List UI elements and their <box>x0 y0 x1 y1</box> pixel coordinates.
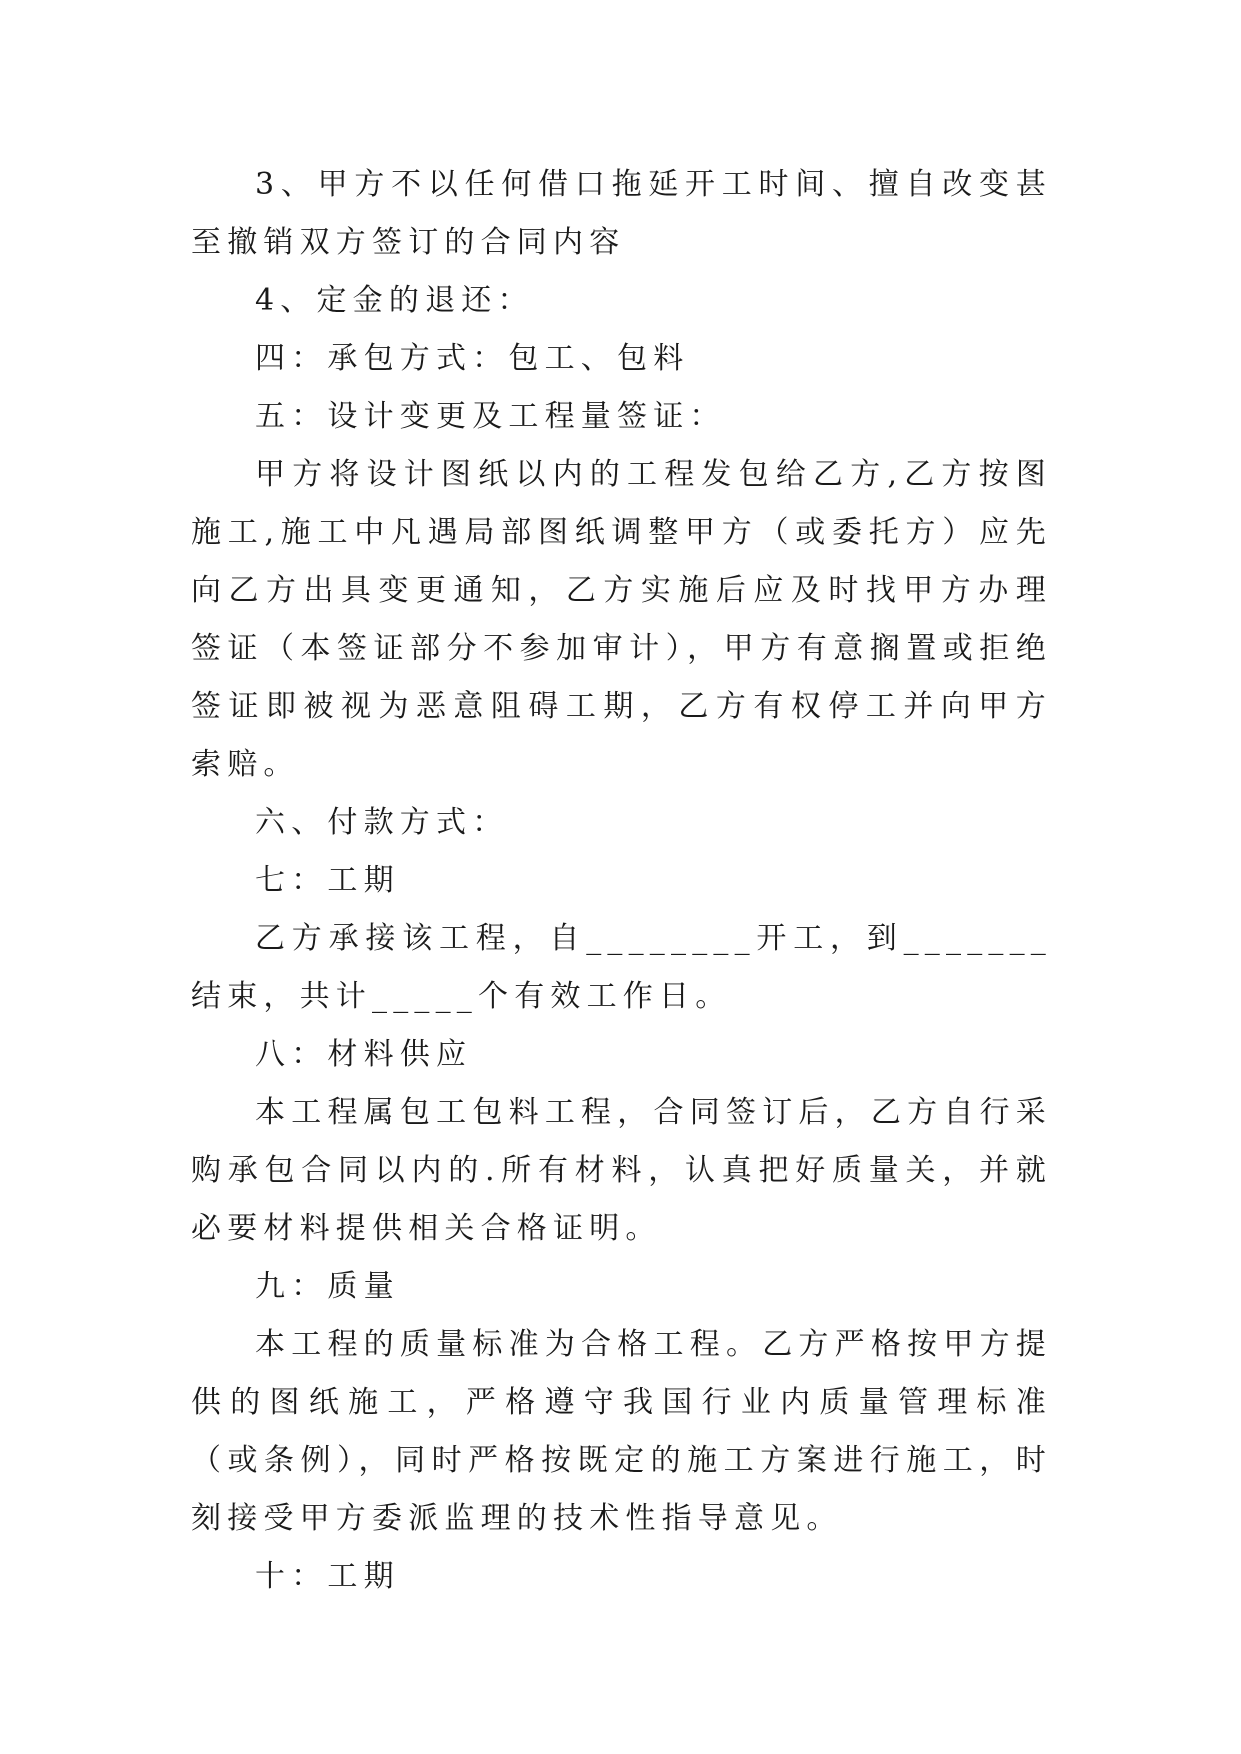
section-8-materials-body: 本工程属包工包料工程，合同签订后，乙方自行采购承包合同以内的.所有材料，认真把好质量关，并就必要材料提供相关合格证明。 <box>191 1095 1052 1246</box>
section-7-schedule-heading: 七：工期 <box>255 863 400 898</box>
section-9-quality-heading: 九：质量 <box>255 1269 400 1304</box>
section-10-schedule-heading: 十：工期 <box>255 1559 400 1594</box>
section-6-payment-heading: 六、付款方式： <box>255 805 509 840</box>
clause-4-deposit-refund: 4、定金的退还： <box>255 283 534 318</box>
section-8-materials-heading: 八：材料供应 <box>255 1037 473 1072</box>
section-5-design-change-body: 甲方将设计图纸以内的工程发包给乙方,乙方按图施工,施工中凡遇局部图纸调整甲方（或委托方）应先向乙方出具变更通知，乙方实施后应及时找甲方办理签证（本签证部分不参加审计），甲方有意搁置或拒绝签证即被视为恶意阻碍工期，乙方有权停工并向甲方索赔。 <box>191 457 1052 782</box>
section-5-design-change-heading: 五：设计变更及工程量签证： <box>255 399 726 434</box>
section-7-schedule-body: 乙方承接该工程，自________开工，到_______结束，共计_____个有效工作日。 <box>191 921 1052 1014</box>
section-4-contract-mode: 四：承包方式：包工、包料 <box>255 341 690 376</box>
clause-3-no-delay: 3、甲方不以任何借口拖延开工时间、擅自改变甚至撤销双方签订的合同内容 <box>191 167 1052 260</box>
section-9-quality-body: 本工程的质量标准为合格工程。乙方严格按甲方提供的图纸施工，严格遵守我国行业内质量管理标准（或条例），同时严格按既定的施工方案进行施工，时刻接受甲方委派监理的技术性指导意见。 <box>191 1327 1052 1536</box>
document-page <box>191 156 1052 1606</box>
